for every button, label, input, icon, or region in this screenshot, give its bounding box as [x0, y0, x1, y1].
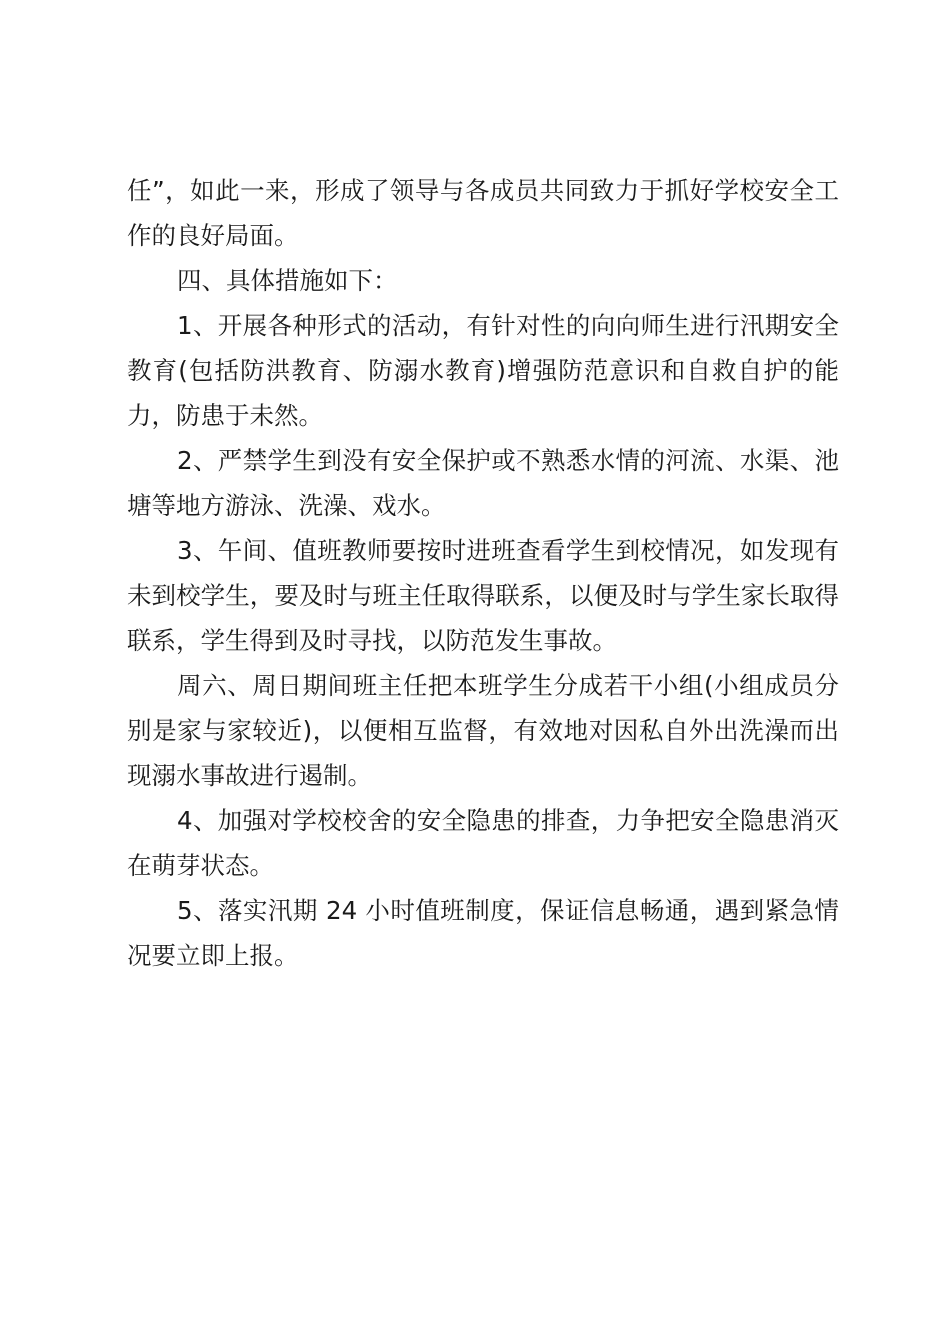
paragraph-measure-3: 3、午间、值班教师要按时进班查看学生到校情况，如发现有未到校学生，要及时与班主任取得联系，以便及时与学生家长取得联系，学生得到及时寻找，以防范发生事故。 — [127, 536, 839, 655]
section-heading-measures: 四、具体措施如下： — [177, 266, 398, 295]
paragraph-measure-5: 5、落实汛期 24 小时值班制度，保证信息畅通，遇到紧急情况要立即上报。 — [127, 896, 839, 970]
paragraph-measure-2: 2、严禁学生到没有安全保护或不熟悉水情的河流、水渠、池塘等地方游泳、洗澡、戏水。 — [127, 446, 839, 520]
paragraph-measure-1: 1、开展各种形式的活动，有针对性的向向师生进行汛期安全教育(包括防洪教育、防溺水教育)增强防范意识和自救自护的能力，防患于未然。 — [127, 311, 839, 430]
paragraph-measure-4: 4、加强对学校校舍的安全隐患的排查，力争把安全隐患消灭在萌芽状态。 — [127, 806, 839, 880]
paragraph-continuation: 任”，如此一来，形成了领导与各成员共同致力于抓好学校安全工作的良好局面。 — [127, 176, 839, 250]
document-body — [127, 168, 839, 978]
paragraph-weekend-groups: 周六、周日期间班主任把本班学生分成若干小组(小组成员分别是家与家较近)，以便相互监督，有效地对因私自外出洗澡而出现溺水事故进行遏制。 — [127, 671, 839, 790]
